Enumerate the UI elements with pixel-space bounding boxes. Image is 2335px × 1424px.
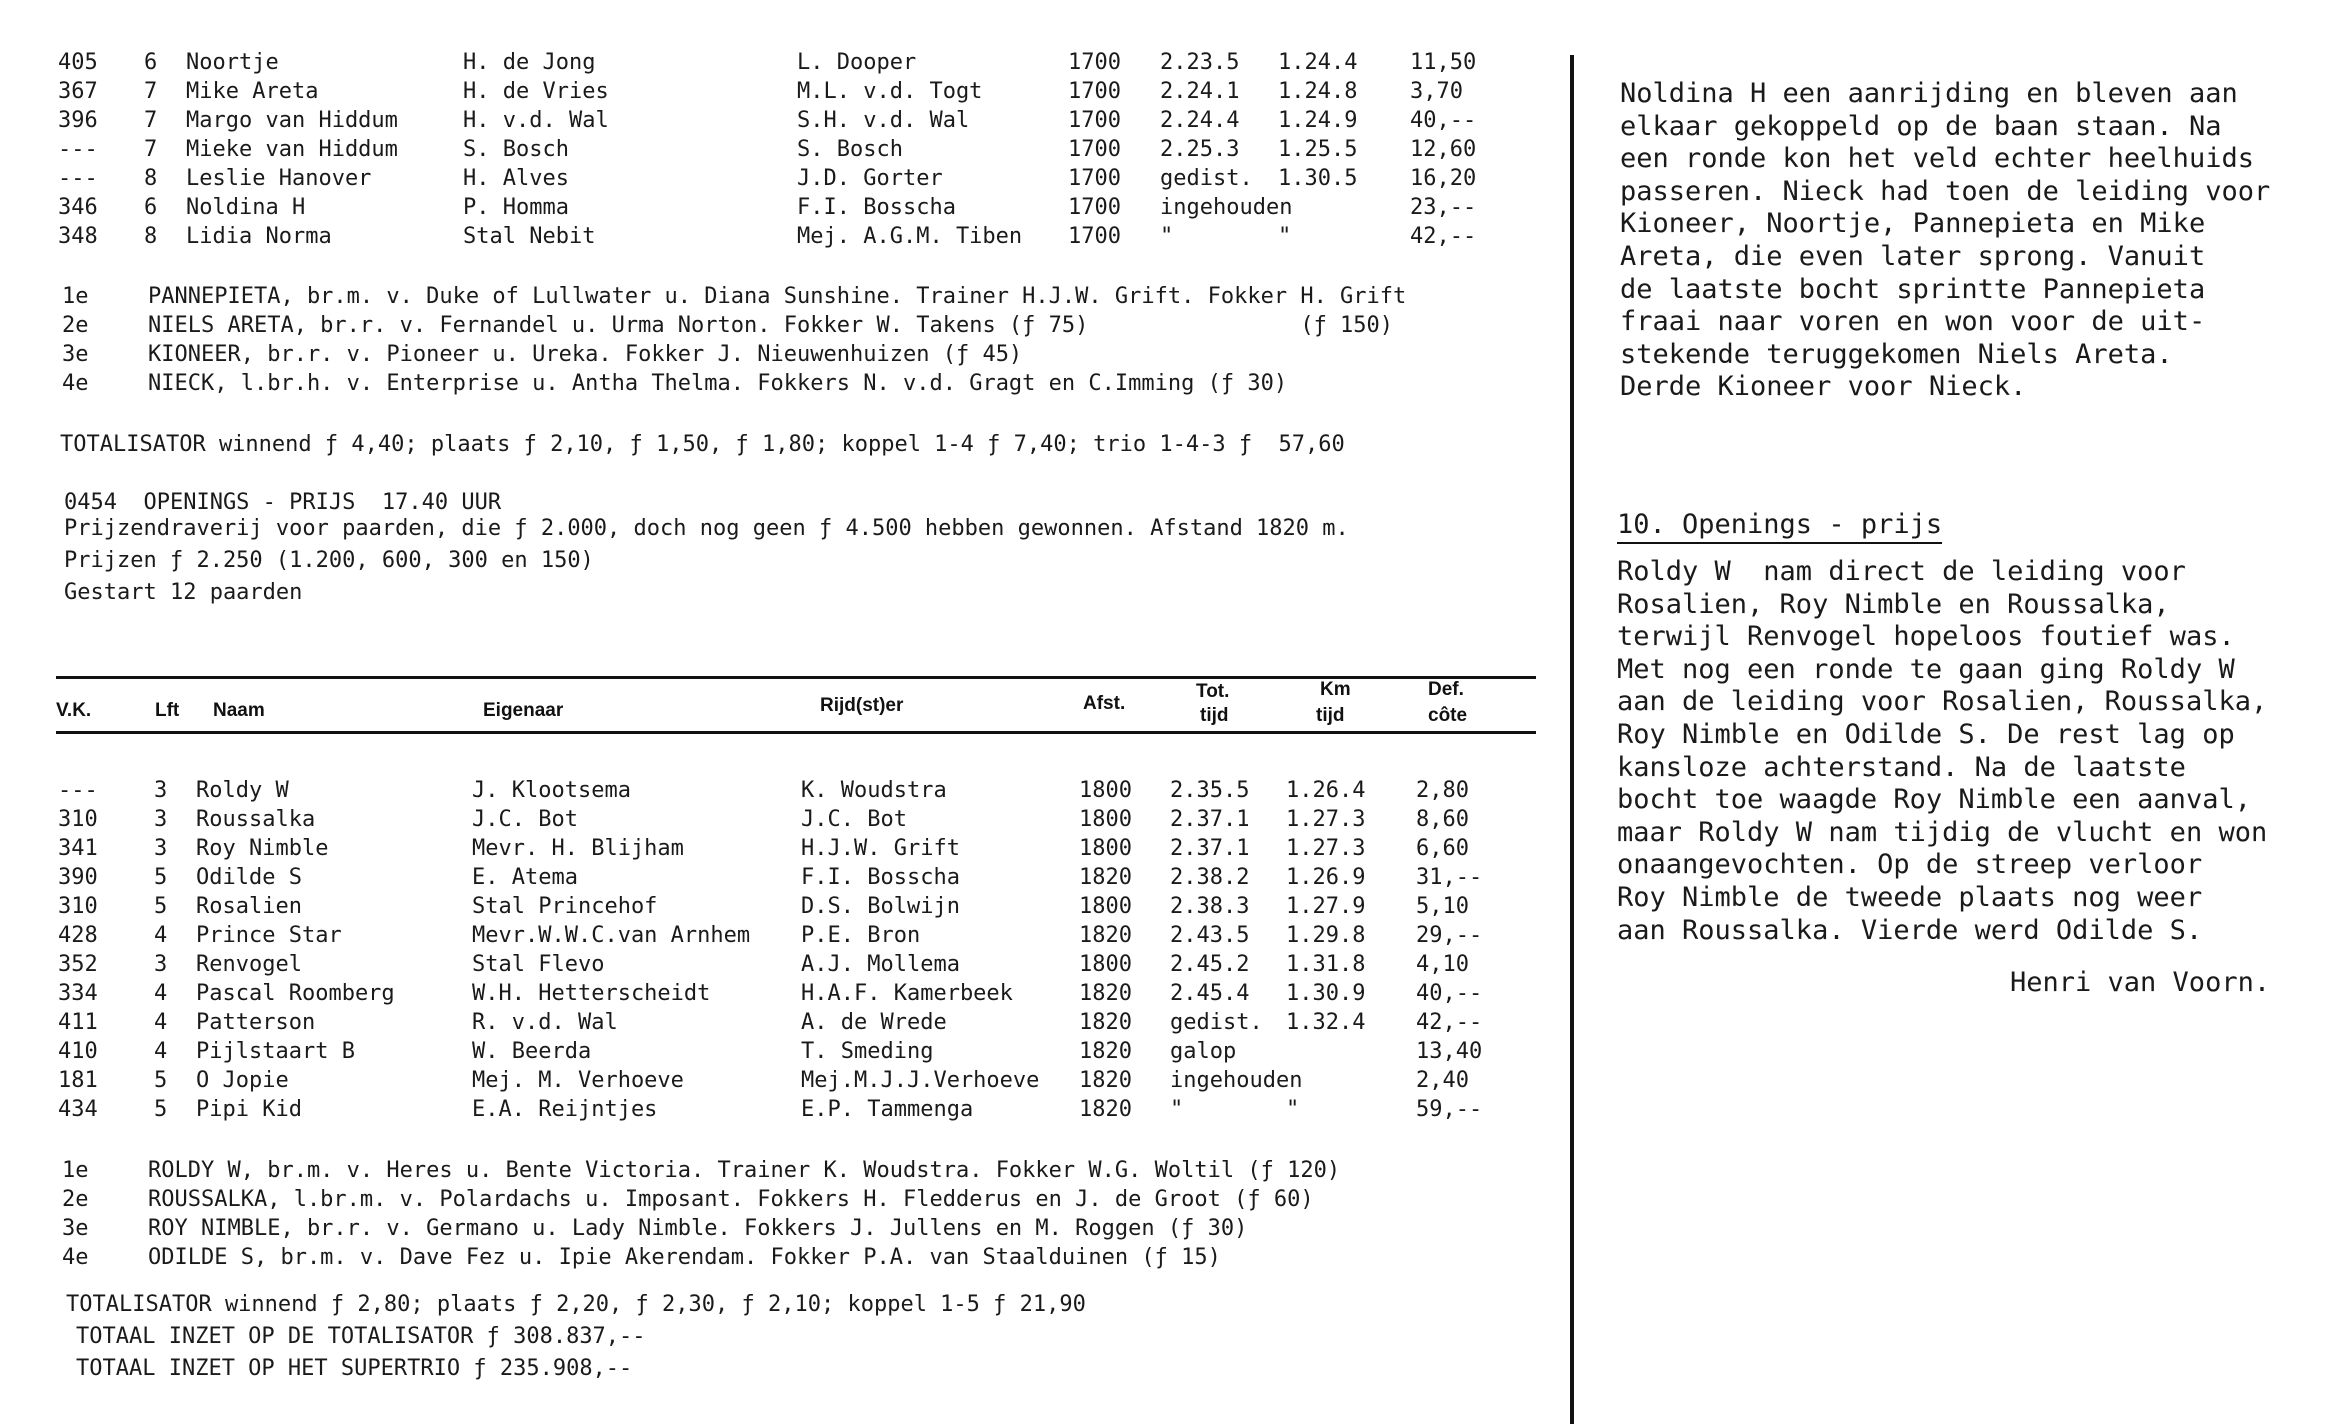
text-line: elkaar gekoppeld op de baan staan. Na bbox=[1620, 110, 2222, 142]
cell-afst: 1820 bbox=[1079, 1039, 1132, 1064]
cell-naam: Margo van Hiddum bbox=[186, 108, 398, 133]
cell-eigenaar: H. de Jong bbox=[463, 50, 596, 75]
cell-km: 1.30.9 bbox=[1286, 981, 1366, 1006]
header-tot-1: Tot. bbox=[1196, 681, 1230, 702]
cell-tot: 2.24.1 bbox=[1160, 79, 1240, 104]
placing-description: ODILDE S, br.m. v. Dave Fez u. Ipie Akerendam. Fokker P.A. van Staalduinen (ƒ 15) bbox=[148, 1245, 1221, 1270]
cell-rijder: E.P. Tammenga bbox=[801, 1097, 974, 1122]
cell-cote: 42,-- bbox=[1416, 1010, 1483, 1035]
cell-lft: 7 bbox=[144, 108, 158, 133]
placing-line bbox=[56, 340, 1536, 369]
cell-tot: ingehouden bbox=[1160, 195, 1293, 220]
cell-vk: 341 bbox=[58, 836, 98, 861]
cell-vk: 411 bbox=[58, 1010, 98, 1035]
cell-km: 1.29.8 bbox=[1286, 923, 1366, 948]
cell-afst: 1700 bbox=[1068, 224, 1121, 249]
cell-rijder: S.H. v.d. Wal bbox=[797, 108, 970, 133]
section-heading bbox=[1617, 508, 1942, 544]
cell-cote: 11,50 bbox=[1410, 50, 1477, 75]
race1-totalisator: TOTALISATOR winnend ƒ 4,40; plaats ƒ 2,10, ƒ 1,50, ƒ 1,80; koppel 1-4 ƒ 7,40; trio 1-4-3 ƒ 57,60 bbox=[60, 432, 1345, 457]
placing-description: NIECK, l.br.h. v. Enterprise u. Antha Thelma. Fokkers N. v.d. Gragt en C.Imming (ƒ 30) bbox=[148, 371, 1288, 396]
header-def-2: côte bbox=[1428, 705, 1468, 726]
cell-eigenaar: H. de Vries bbox=[463, 79, 609, 104]
cell-eigenaar: J.C. Bot bbox=[472, 807, 578, 832]
header-bottom-rule bbox=[56, 731, 1536, 734]
cell-naam: Mieke van Hiddum bbox=[186, 137, 398, 162]
cell-eigenaar: E.A. Reijntjes bbox=[472, 1097, 658, 1122]
cell-eigenaar: E. Atema bbox=[472, 865, 578, 890]
placing-description: ROUSSALKA, l.br.m. v. Polardachs u. Imposant. Fokkers H. Fledderus en J. de Groot (ƒ 60) bbox=[148, 1187, 1314, 1212]
race2-results-table bbox=[56, 776, 1536, 1124]
placing-position: 2e bbox=[62, 313, 89, 338]
cell-naam: Prince Star bbox=[196, 923, 342, 948]
header-km-1: Km bbox=[1320, 679, 1351, 700]
cell-km: 1.32.4 bbox=[1286, 1010, 1366, 1035]
text-line: Roy Nimble de tweede plaats nog weer bbox=[1617, 881, 2203, 913]
cell-tot: 2.25.3 bbox=[1160, 137, 1240, 162]
cell-km: 1.27.3 bbox=[1286, 836, 1366, 861]
report-paragraph-1 bbox=[1620, 78, 2270, 404]
cell-lft: 3 bbox=[154, 836, 168, 861]
header-rijder: Rijd(st)er bbox=[820, 695, 904, 716]
cell-tot: 2.37.1 bbox=[1170, 807, 1250, 832]
table-row bbox=[56, 950, 1536, 979]
cell-eigenaar: Stal Flevo bbox=[472, 952, 605, 977]
cell-afst: 1820 bbox=[1079, 865, 1132, 890]
cell-vk: 348 bbox=[58, 224, 98, 249]
table-row bbox=[56, 1037, 1536, 1066]
cell-lft: 4 bbox=[154, 923, 168, 948]
race1-results-table bbox=[56, 48, 1536, 251]
cell-lft: 5 bbox=[154, 865, 168, 890]
cell-km: 1.26.4 bbox=[1286, 778, 1366, 803]
cell-tot: 2.45.2 bbox=[1170, 952, 1250, 977]
cell-rijder: A. de Wrede bbox=[801, 1010, 947, 1035]
cell-eigenaar: W. Beerda bbox=[472, 1039, 592, 1064]
cell-afst: 1820 bbox=[1079, 981, 1132, 1006]
cell-naam: O Jopie bbox=[196, 1068, 289, 1093]
cell-eigenaar: Stal Princehof bbox=[472, 894, 658, 919]
cell-eigenaar: Stal Nebit bbox=[463, 224, 596, 249]
header-def-1: Def. bbox=[1428, 679, 1464, 700]
cell-lft: 8 bbox=[144, 224, 158, 249]
cell-lft: 6 bbox=[144, 50, 158, 75]
cell-tot: 2.38.2 bbox=[1170, 865, 1250, 890]
cell-naam: Noortje bbox=[186, 50, 279, 75]
race1-placings bbox=[56, 282, 1536, 398]
cell-cote: 29,-- bbox=[1416, 923, 1483, 948]
table-row bbox=[56, 135, 1536, 164]
cell-vk: 310 bbox=[58, 807, 98, 832]
cell-lft: 8 bbox=[144, 166, 158, 191]
text-line: de laatste bocht sprintte Pannepieta bbox=[1620, 273, 2206, 305]
cell-tot: galop bbox=[1170, 1039, 1237, 1064]
cell-tot: 2.23.5 bbox=[1160, 50, 1240, 75]
cell-vk: 390 bbox=[58, 865, 98, 890]
cell-rijder: H.J.W. Grift bbox=[801, 836, 960, 861]
cell-vk: 334 bbox=[58, 981, 98, 1006]
placing-position: 2e bbox=[62, 1187, 89, 1212]
cell-rijder: J.D. Gorter bbox=[797, 166, 943, 191]
header-tot-2: tijd bbox=[1200, 705, 1229, 726]
cell-vk: 396 bbox=[58, 108, 98, 133]
cell-afst: 1700 bbox=[1068, 195, 1121, 220]
cell-km: 1.24.9 bbox=[1278, 108, 1358, 133]
cell-rijder: T. Smeding bbox=[801, 1039, 934, 1064]
placing-position: 3e bbox=[62, 1216, 89, 1241]
table-row bbox=[56, 834, 1536, 863]
cell-tot: gedist. bbox=[1170, 1010, 1263, 1035]
table-row bbox=[56, 193, 1536, 222]
cell-rijder: F.I. Bosscha bbox=[801, 865, 960, 890]
cell-rijder: A.J. Mollema bbox=[801, 952, 960, 977]
cell-cote: 4,10 bbox=[1416, 952, 1469, 977]
placing-line bbox=[56, 1185, 1536, 1214]
cell-rijder: Mej. A.G.M. Tiben bbox=[797, 224, 1023, 249]
cell-rijder: M.L. v.d. Togt bbox=[797, 79, 983, 104]
cell-eigenaar: R. v.d. Wal bbox=[472, 1010, 618, 1035]
table-row bbox=[56, 921, 1536, 950]
cell-km: 1.24.4 bbox=[1278, 50, 1358, 75]
cell-afst: 1820 bbox=[1079, 923, 1132, 948]
text-line: onaangevochten. Op de streep verloor bbox=[1617, 849, 2203, 881]
cell-naam: Odilde S bbox=[196, 865, 302, 890]
cell-vk: 352 bbox=[58, 952, 98, 977]
cell-km: 1.25.5 bbox=[1278, 137, 1358, 162]
cell-naam: Mike Areta bbox=[186, 79, 319, 104]
text-line: terwijl Renvogel hopeloos foutief was. bbox=[1617, 621, 2235, 653]
cell-cote: 3,70 bbox=[1410, 79, 1463, 104]
cell-rijder: F.I. Bosscha bbox=[797, 195, 956, 220]
cell-cote: 16,20 bbox=[1410, 166, 1477, 191]
cell-tot: 2.35.5 bbox=[1170, 778, 1250, 803]
cell-eigenaar: Mevr.W.W.C.van Arnhem bbox=[472, 923, 751, 948]
cell-vk: 310 bbox=[58, 894, 98, 919]
race2-title: 0454 OPENINGS - PRIJS 17.40 UUR bbox=[64, 490, 502, 515]
text-line: Met nog een ronde te gaan ging Roldy W bbox=[1617, 653, 2235, 685]
cell-km: 1.27.9 bbox=[1286, 894, 1366, 919]
race2-starters: Gestart 12 paarden bbox=[64, 580, 303, 605]
cell-cote: 31,-- bbox=[1416, 865, 1483, 890]
text-line: een ronde kon het veld echter heelhuids bbox=[1620, 143, 2254, 175]
cell-vk: 346 bbox=[58, 195, 98, 220]
text-line: aan Roussalka. Vierde werd Odilde S. bbox=[1617, 914, 2203, 946]
cell-afst: 1800 bbox=[1079, 952, 1132, 977]
placing-line bbox=[56, 311, 1536, 340]
cell-lft: 3 bbox=[154, 952, 168, 977]
cell-afst: 1800 bbox=[1079, 807, 1132, 832]
cell-cote: 23,-- bbox=[1410, 195, 1477, 220]
cell-cote: 8,60 bbox=[1416, 807, 1469, 832]
cell-vk: --- bbox=[58, 137, 98, 162]
table-row bbox=[56, 48, 1536, 77]
cell-km: 1.24.8 bbox=[1278, 79, 1358, 104]
cell-vk: 428 bbox=[58, 923, 98, 948]
cell-lft: 6 bbox=[144, 195, 158, 220]
placing-position: 1e bbox=[62, 1158, 89, 1183]
text-line: stekende teruggekomen Niels Areta. bbox=[1620, 338, 2173, 370]
placing-description: KIONEER, br.r. v. Pioneer u. Ureka. Fokker J. Nieuwenhuizen (ƒ 45) bbox=[148, 342, 1023, 367]
cell-tot: 2.24.4 bbox=[1160, 108, 1240, 133]
cell-rijder: D.S. Bolwijn bbox=[801, 894, 960, 919]
cell-afst: 1800 bbox=[1079, 894, 1132, 919]
cell-naam: Pipi Kid bbox=[196, 1097, 302, 1122]
header-eigenaar: Eigenaar bbox=[483, 700, 564, 721]
cell-km: 1.27.3 bbox=[1286, 807, 1366, 832]
table-row bbox=[56, 979, 1536, 1008]
header-top-rule bbox=[56, 676, 1536, 679]
text-line: passeren. Nieck had toen de leiding voor bbox=[1620, 175, 2271, 207]
cell-afst: 1700 bbox=[1068, 50, 1121, 75]
placing-description: ROLDY W, br.m. v. Heres u. Bente Victoria. Trainer K. Woudstra. Fokker W.G. Woltil (ƒ 120) bbox=[148, 1158, 1341, 1183]
placing-line bbox=[56, 1156, 1536, 1185]
cell-cote: 2,40 bbox=[1416, 1068, 1469, 1093]
cell-afst: 1700 bbox=[1068, 166, 1121, 191]
text-line: Roy Nimble en Odilde S. De rest lag op bbox=[1617, 718, 2235, 750]
cell-naam: Rosalien bbox=[196, 894, 302, 919]
placing-line bbox=[56, 369, 1536, 398]
cell-km: " bbox=[1286, 1097, 1300, 1122]
cell-vk: 434 bbox=[58, 1097, 98, 1122]
cell-tot: 2.43.5 bbox=[1170, 923, 1250, 948]
text-line: bocht toe waagde Roy Nimble een aanval, bbox=[1617, 784, 2251, 816]
header-km-2: tijd bbox=[1316, 705, 1345, 726]
cell-afst: 1800 bbox=[1079, 778, 1132, 803]
cell-eigenaar: Mej. M. Verhoeve bbox=[472, 1068, 684, 1093]
cell-vk: --- bbox=[58, 778, 98, 803]
cell-rijder: H.A.F. Kamerbeek bbox=[801, 981, 1013, 1006]
cell-km: 1.30.5 bbox=[1278, 166, 1358, 191]
section-title: 10. Openings - prijs bbox=[1617, 508, 1942, 544]
cell-lft: 5 bbox=[154, 1097, 168, 1122]
text-line: kansloze achterstand. Na de laatste bbox=[1617, 751, 2186, 783]
cell-rijder: S. Bosch bbox=[797, 137, 903, 162]
cell-rijder: L. Dooper bbox=[797, 50, 917, 75]
cell-vk: --- bbox=[58, 166, 98, 191]
cell-afst: 1820 bbox=[1079, 1068, 1132, 1093]
race2-conditions: Prijzendraverij voor paarden, die ƒ 2.000, doch nog geen ƒ 4.500 hebben gewonnen. Afstand 1820 m. bbox=[64, 516, 1349, 541]
cell-eigenaar: S. Bosch bbox=[463, 137, 569, 162]
cell-tot: " bbox=[1170, 1097, 1184, 1122]
cell-vk: 367 bbox=[58, 79, 98, 104]
race2-totalisator: TOTALISATOR winnend ƒ 2,80; plaats ƒ 2,20, ƒ 2,30, ƒ 2,10; koppel 1-5 ƒ 21,90 bbox=[66, 1292, 1086, 1317]
cell-tot: 2.38.3 bbox=[1170, 894, 1250, 919]
text-line: Derde Kioneer voor Nieck. bbox=[1620, 371, 2027, 403]
table-row bbox=[56, 106, 1536, 135]
cell-cote: 2,80 bbox=[1416, 778, 1469, 803]
placing-line bbox=[56, 1214, 1536, 1243]
cell-lft: 4 bbox=[154, 1010, 168, 1035]
text-line: Kioneer, Noortje, Pannepieta en Mike bbox=[1620, 208, 2206, 240]
race2-placings bbox=[56, 1156, 1536, 1272]
cell-cote: 40,-- bbox=[1416, 981, 1483, 1006]
cell-naam: Leslie Hanover bbox=[186, 166, 372, 191]
placing-position: 4e bbox=[62, 371, 89, 396]
cell-rijder: P.E. Bron bbox=[801, 923, 921, 948]
cell-cote: 6,60 bbox=[1416, 836, 1469, 861]
race2-prizes: Prijzen ƒ 2.250 (1.200, 600, 300 en 150) bbox=[64, 548, 594, 573]
cell-cote: 59,-- bbox=[1416, 1097, 1483, 1122]
cell-naam: Roy Nimble bbox=[196, 836, 329, 861]
cell-afst: 1700 bbox=[1068, 79, 1121, 104]
cell-eigenaar: P. Homma bbox=[463, 195, 569, 220]
column-divider bbox=[1570, 55, 1574, 1424]
header-afst: Afst. bbox=[1083, 693, 1126, 714]
table-row bbox=[56, 892, 1536, 921]
cell-lft: 5 bbox=[154, 894, 168, 919]
table-row bbox=[56, 776, 1536, 805]
cell-vk: 181 bbox=[58, 1068, 98, 1093]
cell-naam: Roldy W bbox=[196, 778, 289, 803]
placing-description: ROY NIMBLE, br.r. v. Germano u. Lady Nimble. Fokkers J. Jullens en M. Roggen (ƒ 30) bbox=[148, 1216, 1248, 1241]
cell-naam: Roussalka bbox=[196, 807, 316, 832]
cell-tot: 2.45.4 bbox=[1170, 981, 1250, 1006]
cell-afst: 1700 bbox=[1068, 137, 1121, 162]
cell-tot: 2.37.1 bbox=[1170, 836, 1250, 861]
text-line: fraai naar voren en won voor de uit- bbox=[1620, 306, 2206, 338]
text-line: Rosalien, Roy Nimble en Roussalka, bbox=[1617, 588, 2170, 620]
cell-lft: 7 bbox=[144, 79, 158, 104]
cell-tot: ingehouden bbox=[1170, 1068, 1303, 1093]
placing-line bbox=[56, 1243, 1536, 1272]
cell-rijder: Mej.M.J.J.Verhoeve bbox=[801, 1068, 1040, 1093]
cell-cote: 12,60 bbox=[1410, 137, 1477, 162]
cell-eigenaar: H. Alves bbox=[463, 166, 569, 191]
cell-cote: 5,10 bbox=[1416, 894, 1469, 919]
cell-naam: Noldina H bbox=[186, 195, 306, 220]
cell-lft: 7 bbox=[144, 137, 158, 162]
cell-eigenaar: W.H. Hetterscheidt bbox=[472, 981, 711, 1006]
table-row bbox=[56, 222, 1536, 251]
table-row bbox=[56, 77, 1536, 106]
cell-afst: 1700 bbox=[1068, 108, 1121, 133]
cell-afst: 1800 bbox=[1079, 836, 1132, 861]
cell-eigenaar: H. v.d. Wal bbox=[463, 108, 609, 133]
cell-vk: 410 bbox=[58, 1039, 98, 1064]
totaal-supertrio: TOTAAL INZET OP HET SUPERTRIO ƒ 235.908,-- bbox=[76, 1356, 633, 1381]
cell-vk: 405 bbox=[58, 50, 98, 75]
text-line: Roldy W nam direct de leiding voor bbox=[1617, 556, 2186, 587]
header-vk: V.K. bbox=[56, 700, 92, 721]
cell-eigenaar: J. Klootsema bbox=[472, 778, 631, 803]
cell-lft: 4 bbox=[154, 1039, 168, 1064]
cell-km: 1.31.8 bbox=[1286, 952, 1366, 977]
table-row bbox=[56, 1066, 1536, 1095]
placing-line bbox=[56, 282, 1536, 311]
cell-lft: 3 bbox=[154, 778, 168, 803]
cell-km: " bbox=[1278, 224, 1292, 249]
cell-rijder: K. Woudstra bbox=[801, 778, 947, 803]
cell-cote: 13,40 bbox=[1416, 1039, 1483, 1064]
cell-tot: gedist. bbox=[1160, 166, 1253, 191]
text-line: Noldina H een aanrijding en bleven aan bbox=[1620, 78, 2238, 109]
placing-position: 3e bbox=[62, 342, 89, 367]
table-row bbox=[56, 863, 1536, 892]
cell-tot: " bbox=[1160, 224, 1174, 249]
report-paragraph-2 bbox=[1617, 556, 2267, 947]
cell-naam: Pijlstaart B bbox=[196, 1039, 355, 1064]
cell-lft: 5 bbox=[154, 1068, 168, 1093]
cell-lft: 3 bbox=[154, 807, 168, 832]
placing-description: NIELS ARETA, br.r. v. Fernandel u. Urma Norton. Fokker W. Takens (ƒ 75) (ƒ 150) bbox=[148, 313, 1394, 338]
text-line: Areta, die even later sprong. Vanuit bbox=[1620, 240, 2206, 272]
header-lft: Lft bbox=[155, 700, 180, 721]
table-row bbox=[56, 805, 1536, 834]
totaal-totalisator: TOTAAL INZET OP DE TOTALISATOR ƒ 308.837,-- bbox=[76, 1324, 646, 1349]
placing-position: 4e bbox=[62, 1245, 89, 1270]
text-line: aan de leiding voor Rosalien, Roussalka, bbox=[1617, 686, 2268, 718]
cell-rijder: J.C. Bot bbox=[801, 807, 907, 832]
table-row bbox=[56, 164, 1536, 193]
cell-afst: 1820 bbox=[1079, 1097, 1132, 1122]
cell-lft: 4 bbox=[154, 981, 168, 1006]
author-signature: Henri van Voorn. bbox=[2010, 967, 2271, 998]
placing-position: 1e bbox=[62, 284, 89, 309]
cell-naam: Pascal Roomberg bbox=[196, 981, 395, 1006]
cell-naam: Renvogel bbox=[196, 952, 302, 977]
table-row bbox=[56, 1095, 1536, 1124]
cell-km: 1.26.9 bbox=[1286, 865, 1366, 890]
cell-cote: 40,-- bbox=[1410, 108, 1477, 133]
header-naam: Naam bbox=[213, 700, 265, 721]
cell-naam: Patterson bbox=[196, 1010, 316, 1035]
text-line: maar Roldy W nam tijdig de vlucht en won bbox=[1617, 816, 2268, 848]
placing-description: PANNEPIETA, br.m. v. Duke of Lullwater u. Diana Sunshine. Trainer H.J.W. Grift. Fokker H. Grift bbox=[148, 284, 1407, 309]
cell-cote: 42,-- bbox=[1410, 224, 1477, 249]
cell-naam: Lidia Norma bbox=[186, 224, 332, 249]
cell-afst: 1820 bbox=[1079, 1010, 1132, 1035]
cell-eigenaar: Mevr. H. Blijham bbox=[472, 836, 684, 861]
table-row bbox=[56, 1008, 1536, 1037]
